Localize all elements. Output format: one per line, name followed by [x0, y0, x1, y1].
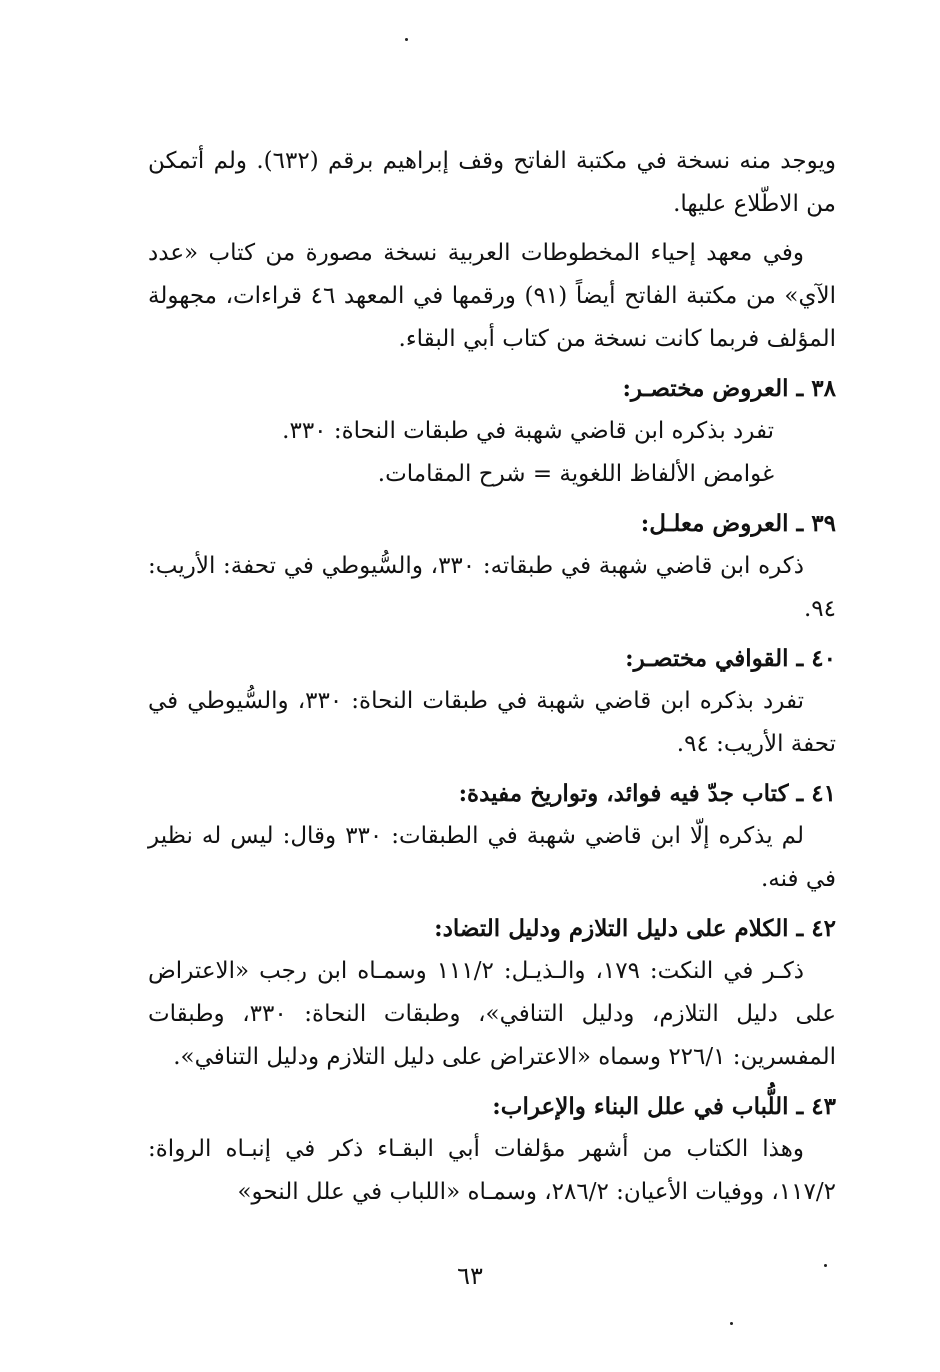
entry-text-38-note: غوامض الألفاظ اللغوية = شرح المقامات.	[377, 461, 774, 487]
scan-speck-bottom	[730, 1322, 733, 1325]
entry-text-40: تفرد بذكره ابن قاضي شهبة في طبقات النحاة: ٣٣٠، والسُّيوطي في تحفة الأريب: ٩٤.	[148, 688, 836, 757]
paragraph-copy-note: ويوجد منه نسخة في مكتبة الفاتح وقف إبراهيم برقم (٦٣٢). ولم أتمكن من الاطّلاع عليها.	[148, 148, 836, 217]
entry-text-43: وهذا الكتاب من أشهر مؤلفات أبي البقـاء ذكر في إنبـاه الرواة: ١١٧/٢، ووفيات الأعيان: ٢٨٦/٢، وسمـاه «اللباب في علل النحو»	[148, 1136, 836, 1205]
entry-heading-39: ٣٩ ـ العروض معلـل:	[640, 510, 836, 537]
entry-heading-42: ٤٢ ـ الكلام على دليل التلازم ودليل التضاد:	[434, 915, 836, 942]
page-number: ٦٣	[457, 1262, 483, 1290]
entry-text-38: تفرد بذكره ابن قاضي شهبة في طبقات النحاة: ٣٣٠.	[282, 418, 774, 444]
entry-text-39: ذكره ابن قاضي شهبة في طبقاته: ٣٣٠، والسُّيوطي في تحفة: الأريب: ٩٤.	[148, 553, 836, 622]
entry-text-42: ذكـر في النكت: ١٧٩، والـذيـل: ١١١/٢ وسمـاه ابن رجب «الاعتراض على دليل التلازم، ودليل التنافي»، وطبقات النحاة: ٣٣٠، وطبقات المفسرين: ٢٢٦/١ وسماه «الاعتراض على دليل التلازم ودليل التنافي».	[148, 958, 836, 1070]
scan-speck-top	[405, 38, 408, 41]
entry-text-41: لم يذكره إلّا ابن قاضي شهبة في الطبقات: ٣٣٠ وقال: ليس له نظير في فنه.	[148, 823, 836, 892]
paragraph-institute-copy: وفي معهد إحياء المخطوطات العربية نسخة مصورة من كتاب «عدد الآي» من مكتبة الفاتح أيضاً (٩١) ورقمها في المعهد ٤٦ قراءات، مجهولة المؤلف فربما كانت نسخة من كتاب أبي البقاء.	[148, 240, 836, 352]
entry-heading-38: ٣٨ ـ العروض مختصـر:	[622, 375, 836, 402]
entry-heading-41: ٤١ ـ كتاب جدّ فيه فوائد، وتواريخ مفيدة:	[458, 780, 836, 807]
page-body	[148, 140, 836, 1214]
entry-heading-43: ٤٣ ـ اللُّباب في علل البناء والإعراب:	[492, 1093, 836, 1120]
entry-heading-40: ٤٠ ـ القوافي مختصـر:	[625, 645, 836, 672]
